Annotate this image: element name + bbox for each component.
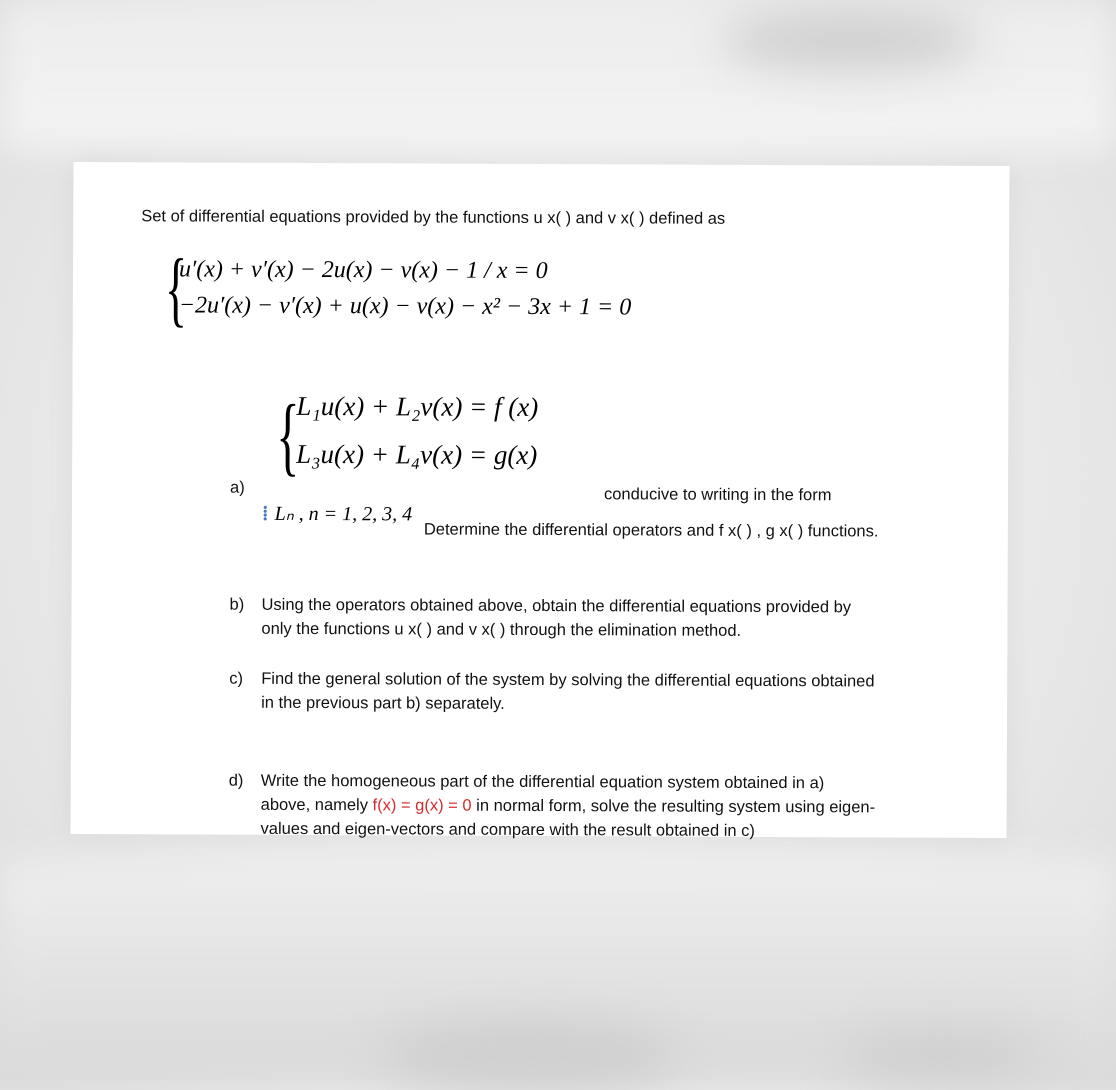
system-brace: { xyxy=(276,387,300,485)
part-c-line-1: Find the general solution of the system by solving the differential equations obtained xyxy=(261,669,875,691)
form-text: conducive to writing in the form xyxy=(603,485,832,505)
operator-list-text: Lₙ , n = 1, 2, 3, 4 xyxy=(274,502,413,526)
part-d-line-3: values and eigen-vectors and compare with the result obtained in c) xyxy=(260,819,755,840)
equation-2: −2u′(x) − v′(x) + u(x) − v(x) − x² − 3x + 1 = 0 xyxy=(178,292,632,321)
part-d-highlight: f(x) = g(x) = 0 xyxy=(372,796,472,815)
blurred-background-shape xyxy=(720,10,980,70)
part-b-line-2: only the functions u x( ) and v x( ) through the elimination method. xyxy=(261,619,742,640)
part-a-letter: a) xyxy=(230,478,245,497)
part-d-line-1: Write the homogeneous part of the differential equation system obtained in a) xyxy=(260,771,825,793)
problem-sheet xyxy=(71,162,1010,838)
part-d-letter: d) xyxy=(228,771,244,790)
operator-equation-2: L₃u(x) + L₄v(x) = g(x) xyxy=(296,438,538,470)
operator-list xyxy=(262,501,412,527)
part-d-line-2-pre: above, namely xyxy=(260,795,373,815)
part-a-instruction: Determine the differential operators and f x( ) , g x( ) functions. xyxy=(423,520,879,541)
part-d-line-2-post: in normal form, solve the resulting system using eigen- xyxy=(471,796,876,817)
part-b-letter: b) xyxy=(229,595,245,614)
part-d-line-2 xyxy=(261,793,941,820)
operator-equation-1: L₁u(x) + L₂v(x) = f (x) xyxy=(296,390,539,422)
intro-text: Set of differential equations provided by the functions u x( ) and v x( ) defined as xyxy=(141,207,726,228)
blurred-background-shape xyxy=(840,1030,1040,1080)
cursor-mark-icon: ⁞ xyxy=(261,502,269,525)
part-b-line-1: Using the operators obtained above, obtain the differential equations provided by xyxy=(261,595,852,617)
part-c-letter: c) xyxy=(229,669,244,688)
system-brace: { xyxy=(164,242,188,336)
part-c-line-2: in the previous part b) separately. xyxy=(261,693,505,713)
equation-1: u′(x) + v′(x) − 2u(x) − v(x) − 1 / x = 0 xyxy=(178,256,548,285)
